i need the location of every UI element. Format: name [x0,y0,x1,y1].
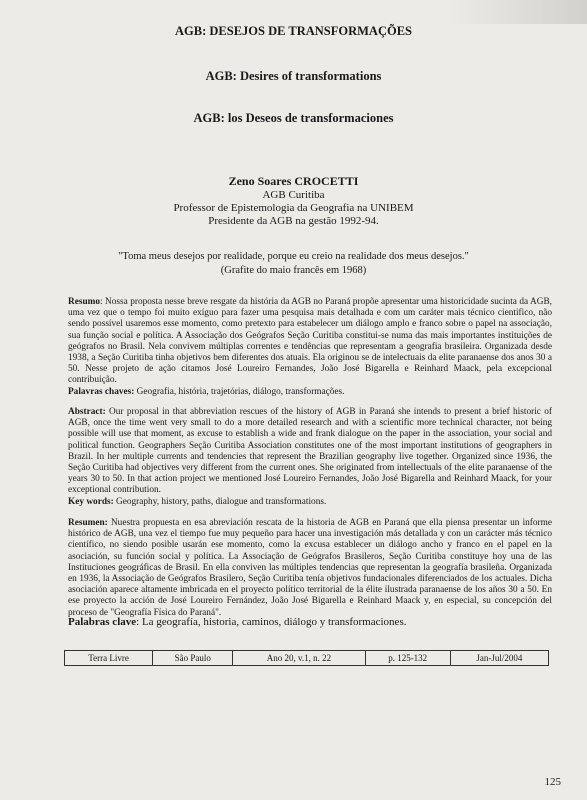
key-words-label: Key words: [68,496,114,507]
key-words-text: Geography, history, paths, dialogue and transformations. [113,496,327,507]
table-row [65,651,549,666]
journal-pages-cell: p. 125-132 [365,651,450,666]
palavras-chaves-text: Geografia, história, trajetórias, diálogo, transformações. [134,386,345,397]
palavras-chaves-label: Palavras chaves: [68,386,135,397]
title-portuguese: AGB: DESEJOS DE TRANSFORMAÇÕES [175,24,412,38]
palabras-clave-line [68,616,552,628]
journal-date-cell: Jan-Jul/2004 [450,651,548,666]
author-role: Presidente da AGB na gestão 1992-94. [208,215,379,227]
resumen-paragraph [68,518,552,619]
resumen-text: Nuestra propuesta en esa abreviación rescata de la historia de AGB en Paraná que ella piensa presentar un informe histórico de AGB, una vez el tiempo fue muy pequeño para hacer una investigación más detallada y con un carácter más técnico científico, no siendo posible usarán ese momento, como la excusa establecer un diálogo ancho y franco en el papel en la asociación, su función social y política. La Associação de Geógrafos Brasileros, Seção Curitiba constituye hoy una de las Instituciones geográficas de Brasil. En ella conviven las múltiples tendencias que representan la geografía brasileña. Organizada en 1936, la Associação de Geógrafos Brasilero, Seção Curitiba tenía objetivos fundacionales diferenciados de los actuales. Dicha asociación aparece altamente imbricada en el proyecto político territorial de la élite ilustrada paranaense de los años 30 a 50. En ese proyecto la acción de José Loureiro Fernández, João José Bigarella e Reinhard Maack y, en especial, su concepción del proceso de "Geografía Física do Paraná". [68,518,552,618]
palabras-clave-text: : La geografía, historia, caminos, diálogo y transformaciones. [136,616,407,628]
title-spanish: AGB: los Deseos de transformaciones [193,111,394,125]
page-number: 125 [544,776,561,788]
resumo-label: Resumo [68,297,101,307]
scan-shadow [447,0,587,24]
author-affiliation: AGB Curitiba [262,189,325,201]
author-block [0,174,587,228]
abstract-paragraph [68,407,552,508]
epigraph-quote: "Toma meus desejos por realidade, porque eu creio na realidade dos meus desejos." [118,251,469,262]
resumo-paragraph [68,297,552,398]
palabras-clave-label: Palabras clave [68,616,137,628]
journal-volume-cell: Ano 20, v.1, n. 22 [233,651,365,666]
epigraph [0,250,587,277]
journal-name-cell: Terra Livre [65,651,153,666]
author-name: Zeno Soares CROCETTI [228,174,359,188]
abstract-text: Our proposal in that abbreviation rescues of the history of AGB in Paraná she intends to present a brief historic of AGB, once the time went very small to do a more detailed research and with a scientific more technical character, not being possible will use that moment, as excuse to establish a wide and frank dialogue on the paper in the association, your social and political function. Geographers Seção Curitiba Association constitutes one of the most important institutions of geographers in Brazil. In her multiple currents and tendencies that represent the Brazilian geography live together. Organized since 1936, the Seção Curitiba had objectives very different from the current ones. She originated from intellectuals of the elite paranaense of the years 30 to 50. In that action project we mentioned José Loureiro Fernandes, João José Bigarella and Reinhard Maack, for your exceptional contribution. [68,407,552,496]
resumen-label: Resumen: [68,518,108,528]
author-position: Professor de Epistemologia da Geografia na UNIBEM [173,202,414,214]
epigraph-source: (Grafite do maio francês em 1968) [220,264,367,276]
journal-reference-table [64,650,549,666]
abstract-label: Abstract: [68,407,106,417]
resumo-text: : Nossa proposta nesse breve resgate da história da AGB no Paraná propõe apresentar uma historicidade sucinta da AGB, uma vez que o tempo foi muito exíguo para fazer uma pesquisa mais detalhada e com um caráter mais técnico cientifico, não sendo possível usaremos esse momento, como pretexto para estabelecer um diálogo amplo e franco sobre o papel na associação, sua função social e política. A Associação dos Geógrafos Seção Curitiba constitui-se numa das mais importantes instituições de geógrafos no Brasil. Nela convivem múltiplas correntes e tendências que representam a geografia brasileira. Organizada desde 1938, a Seção Curitiba tinha objetivos bem diferentes dos atuais. Ela originou se de intelectuais da elite paranaense dos anos 30 a 50. Nesse projeto de ação citamos José Loureiro Fernandes, João José Bigarella e Reinhard Maack, pela excepcional contribuição. [68,297,552,386]
journal-city-cell: São Paulo [153,651,233,666]
title-english: AGB: Desires of transformations [205,69,382,83]
